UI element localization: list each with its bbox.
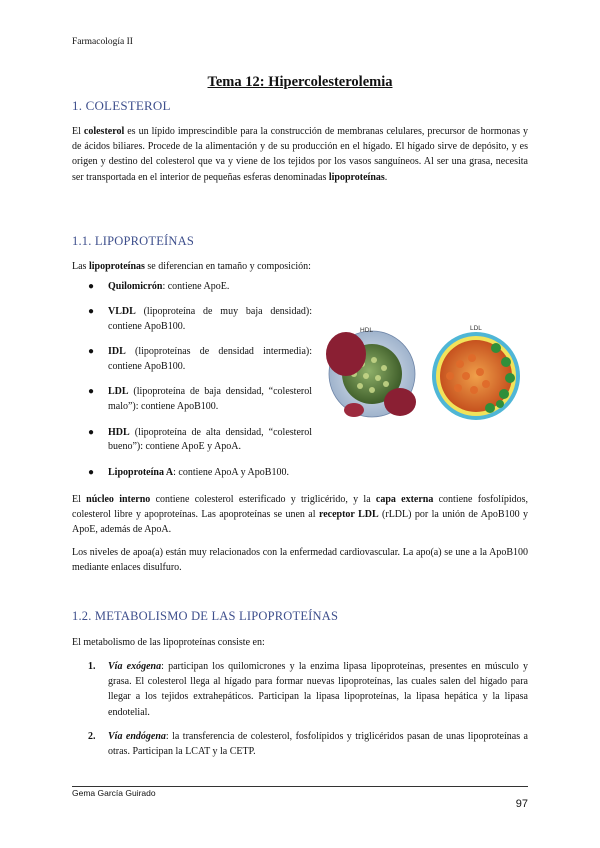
bold-term: receptor LDL <box>318 509 379 521</box>
list-item <box>72 426 312 456</box>
paragraph-estructura <box>72 492 528 538</box>
paragraph-apoa: Los niveles de apoa(a) están muy relacionados con la enfermedad cardiovascular. La apo(a) se une a la ApoB100 mediante enlaces disulfuro. <box>72 547 528 574</box>
hdl-particle <box>326 327 416 417</box>
list-desc: : participan los quilomicrones y la enzima lipasa lipoproteínas, presentes en músculo y grasa. El colesterol llega al hígado para formar nuevas lipoproteínas, las cuales salen del hígado para llegar a los tejidos extrahepáticos. Participan la lipasa lipoproteínas, la lipasa hepática y la lipasa endotelial. <box>108 661 528 718</box>
list-desc: : contiene ApoE. <box>162 281 230 292</box>
section-heading-colesterol: 1. COLESTEROL <box>72 98 171 113</box>
bold-term: capa externa <box>375 494 434 505</box>
text-run: es un lípido imprescindible para la construcción de membranas celulares, precursor de hormonas y de ácidos biliares. Procede de la alimentación y de su producción en el hígado. El hígado sirve de depósito, y es origen y destino del colesterol que va y viene de los tejidos por los vasos sanguíneos. Al ser una grasa, necesita ser transportada en el interior de pequeñas esferas denominadas <box>72 126 529 183</box>
list-term: IDL <box>108 346 126 358</box>
lipoprotein-list <box>72 280 312 491</box>
list-desc: : la transferencia de colesterol, fosfolípidos y triglicéridos pasan de unas lipoproteínas a otras. Participan la LCAT y la CETP. <box>108 730 528 758</box>
section-heading-lipoproteinas: 1.1. LIPOPROTEÍNAS <box>72 234 195 248</box>
text-run: contiene fosfolípidos, colesterol libre y apoproteínas. Las apoproteínas se unen al <box>72 494 529 521</box>
list-desc: (lipoproteína de alta densidad, “colesterol bueno”): contiene ApoE y ApoA. <box>108 426 312 453</box>
text-run: El <box>72 494 87 505</box>
list-desc: (lipoproteína de baja densidad, “colesterol malo”): contiene ApoB100. <box>108 386 312 413</box>
section-heading-metabolismo: 1.2. METABOLISMO DE LAS LIPOPROTEÍNAS <box>72 609 339 623</box>
footer-author: Gema García Guirado <box>72 788 156 798</box>
bold-term: núcleo interno <box>86 494 151 505</box>
hdl-apoprotein <box>344 403 364 417</box>
running-header: Farmacología II <box>72 37 133 47</box>
bullet: ● <box>88 281 95 292</box>
list-term: HDL <box>108 426 130 438</box>
bold-term: lipoproteínas <box>328 171 385 183</box>
list-desc: (lipoproteínas de densidad intermedia): contiene ApoB100. <box>108 346 312 373</box>
paragraph-colesterol <box>72 124 528 185</box>
bullet: ● <box>88 346 95 358</box>
page-number: 97 <box>515 798 528 810</box>
bullet: ● <box>88 306 95 318</box>
list-item <box>72 280 312 295</box>
list-item <box>72 659 528 720</box>
list-term: Vía exógena <box>108 661 162 672</box>
list-term: Lipoproteína A <box>108 466 174 478</box>
paragraph-lipoproteinas-intro <box>72 259 528 274</box>
hdl-apoprotein <box>326 332 366 376</box>
list-desc: (lipoproteína de muy baja densidad): contiene ApoB100. <box>108 306 312 333</box>
list-term: Vía endógena <box>108 730 166 742</box>
bullet: ● <box>88 466 95 478</box>
list-desc: : contiene ApoA y ApoB100. <box>173 466 289 478</box>
list-item <box>72 466 312 481</box>
bold-term: colesterol <box>83 126 125 137</box>
lipoprotein-figure <box>320 318 530 424</box>
bullet: ● <box>88 426 95 438</box>
text-run: El <box>72 126 84 137</box>
list-item <box>72 729 528 759</box>
list-term: Quilomicrón <box>108 281 163 292</box>
list-term: VLDL <box>108 306 136 318</box>
list-item <box>72 305 312 335</box>
ldl-label: LDL <box>470 325 482 332</box>
metabolism-list <box>72 659 528 768</box>
page-title: Tema 12: Hipercolesterolemia <box>207 74 393 90</box>
bullet: ● <box>88 386 95 398</box>
footer-divider <box>72 786 528 787</box>
list-item <box>72 385 312 415</box>
ldl-particle <box>432 325 520 420</box>
hdl-label: HDL <box>360 327 374 334</box>
text-run: . <box>384 171 388 183</box>
list-number: 2. <box>88 730 96 742</box>
text-run: Las <box>72 261 89 272</box>
text-run: (rLDL) por la unión de ApoB100 y ApoE, además de ApoA. <box>72 509 528 536</box>
text-run: se diferencian en tamaño y composición: <box>144 261 311 272</box>
text-run: contiene colesterol esterificado y triglicérido, y la <box>150 494 376 505</box>
list-term: LDL <box>108 386 129 398</box>
list-item <box>72 345 312 375</box>
paragraph-metabolismo-intro: El metabolismo de las lipoproteínas consiste en: <box>72 637 265 648</box>
list-number: 1. <box>88 661 96 672</box>
bold-term: lipoproteínas <box>88 261 145 272</box>
hdl-apoprotein <box>384 388 416 416</box>
